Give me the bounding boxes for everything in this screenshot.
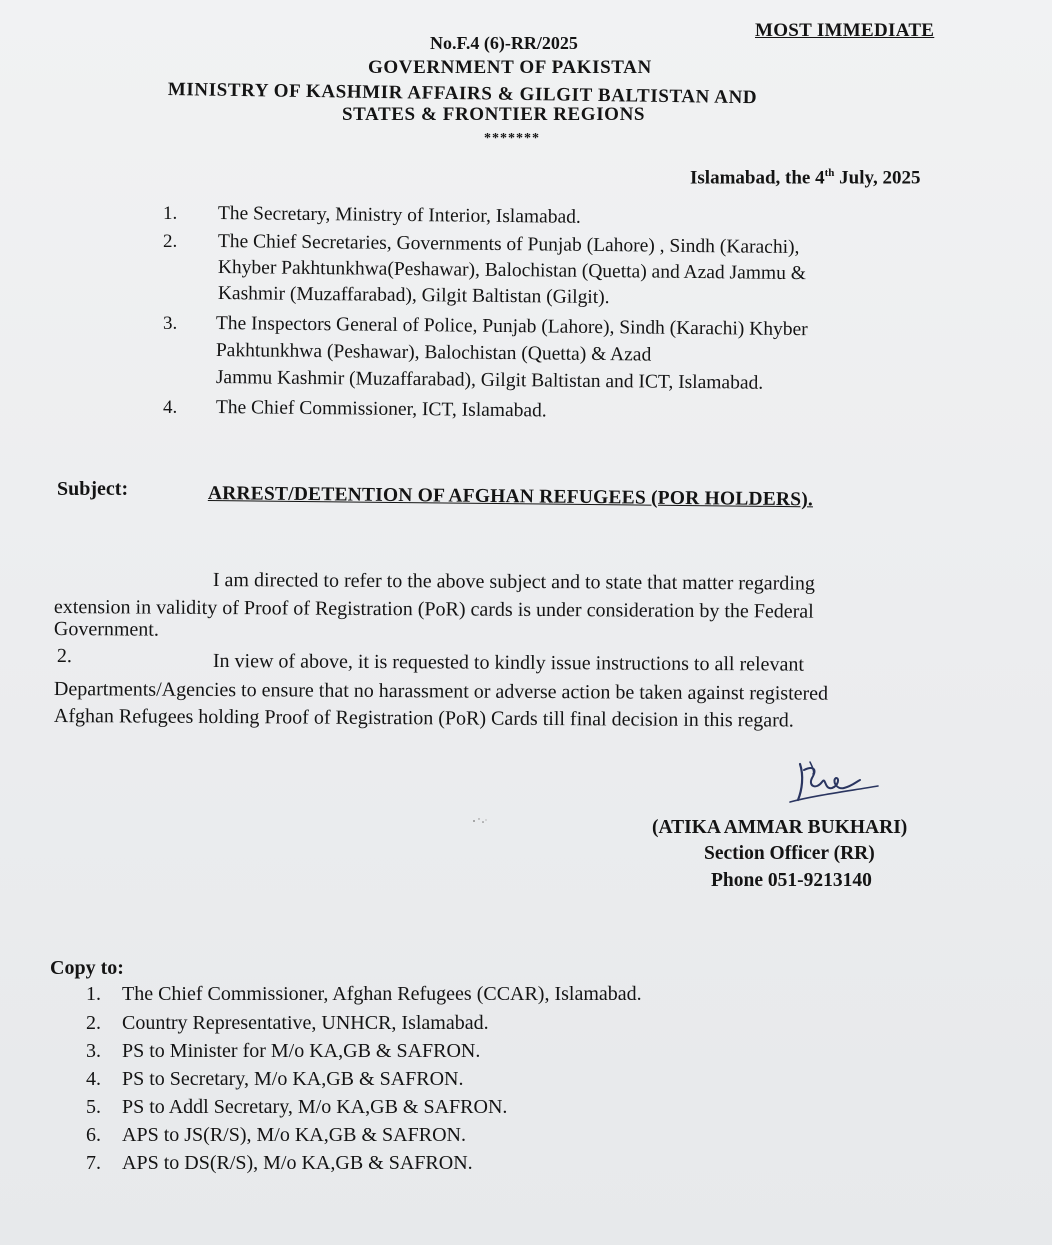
addressee-line: The Secretary, Ministry of Interior, Islamabad. xyxy=(217,203,581,228)
copy-to-item: 6. APS to JS(R/S), M/o KA,GB & SAFRON. xyxy=(86,1124,466,1146)
addressee-line: The Chief Commissioner, ICT, Islamabad. xyxy=(215,397,547,422)
addressee-line: Pakhtunkhwa (Peshawar), Balochistan (Quetta) & Azad xyxy=(215,340,652,366)
body-line: Government. xyxy=(53,618,159,641)
letter-date: Islamabad, the 4th July, 2025 xyxy=(690,167,921,189)
signatory-phone: Phone 051-9213140 xyxy=(711,870,872,891)
body-line: Afghan Refugees holding Proof of Registration (PoR) Cards till final decision in this regard. xyxy=(53,705,794,732)
body-line: extension in validity of Proof of Registration (PoR) cards is under consideration by the Federal xyxy=(53,596,814,623)
signature-image xyxy=(782,756,882,811)
body-line: In view of above, it is requested to kindly issue instructions to all relevant xyxy=(212,650,804,676)
addressee-line: The Chief Secretaries, Governments of Punjab (Lahore) , Sindh (Karachi), xyxy=(217,231,800,259)
addressee-number: 4. xyxy=(163,397,178,418)
priority-marking: MOST IMMEDIATE xyxy=(755,20,935,41)
signatory-designation: Section Officer (RR) xyxy=(704,843,875,864)
copy-to-item: 3. PS to Minister for M/o KA,GB & SAFRON. xyxy=(86,1040,481,1062)
subject-label: Subject: xyxy=(57,478,129,500)
signatory-name: (ATIKA AMMAR BUKHARI) xyxy=(652,817,908,838)
addressee-line: Kashmir (Muzaffarabad), Gilgit Baltistan (Gilgit). xyxy=(217,283,610,309)
addressee-number: 3. xyxy=(163,313,178,334)
paper-speck-decoration xyxy=(470,816,490,826)
addressee-line: Jammu Kashmir (Muzaffarabad), Gilgit Baltistan and ICT, Islamabad. xyxy=(215,367,764,394)
government-heading: GOVERNMENT OF PAKISTAN xyxy=(368,57,652,78)
paragraph-number: 2. xyxy=(56,645,72,668)
ministry-heading-line2: STATES & FRONTIER REGIONS xyxy=(342,104,646,125)
copy-to-item: 7. APS to DS(R/S), M/o KA,GB & SAFRON. xyxy=(86,1152,473,1174)
addressee-number: 2. xyxy=(163,231,178,252)
copy-to-item: 1. The Chief Commissioner, Afghan Refugees (CCAR), Islamabad. xyxy=(86,983,642,1005)
addressee-line: The Inspectors General of Police, Punjab (Lahore), Sindh (Karachi) Khyber xyxy=(215,313,808,341)
file-number: No.F.4 (6)-RR/2025 xyxy=(430,33,578,53)
copy-to-item: 4. PS to Secretary, M/o KA,GB & SAFRON. xyxy=(86,1068,464,1090)
body-line: Departments/Agencies to ensure that no harassment or adverse action be taken against registered xyxy=(53,678,829,705)
heading-separator: ******* xyxy=(484,131,540,146)
copy-to-label: Copy to: xyxy=(50,957,124,979)
copy-to-item: 2. Country Representative, UNHCR, Islamabad. xyxy=(86,1012,489,1034)
subject-title: ARREST/DETENTION OF AFGHAN REFUGEES (POR HOLDERS). xyxy=(207,483,814,511)
ministry-heading-line1: MINISTRY OF KASHMIR AFFAIRS & GILGIT BALTISTAN AND xyxy=(167,79,758,109)
addressee-line: Khyber Pakhtunkhwa(Peshawar), Balochistan (Quetta) and Azad Jammu & xyxy=(217,257,807,285)
copy-to-item: 5. PS to Addl Secretary, M/o KA,GB & SAFRON. xyxy=(86,1096,508,1118)
addressee-number: 1. xyxy=(163,203,178,224)
body-line: I am directed to refer to the above subject and to state that matter regarding xyxy=(212,569,815,595)
